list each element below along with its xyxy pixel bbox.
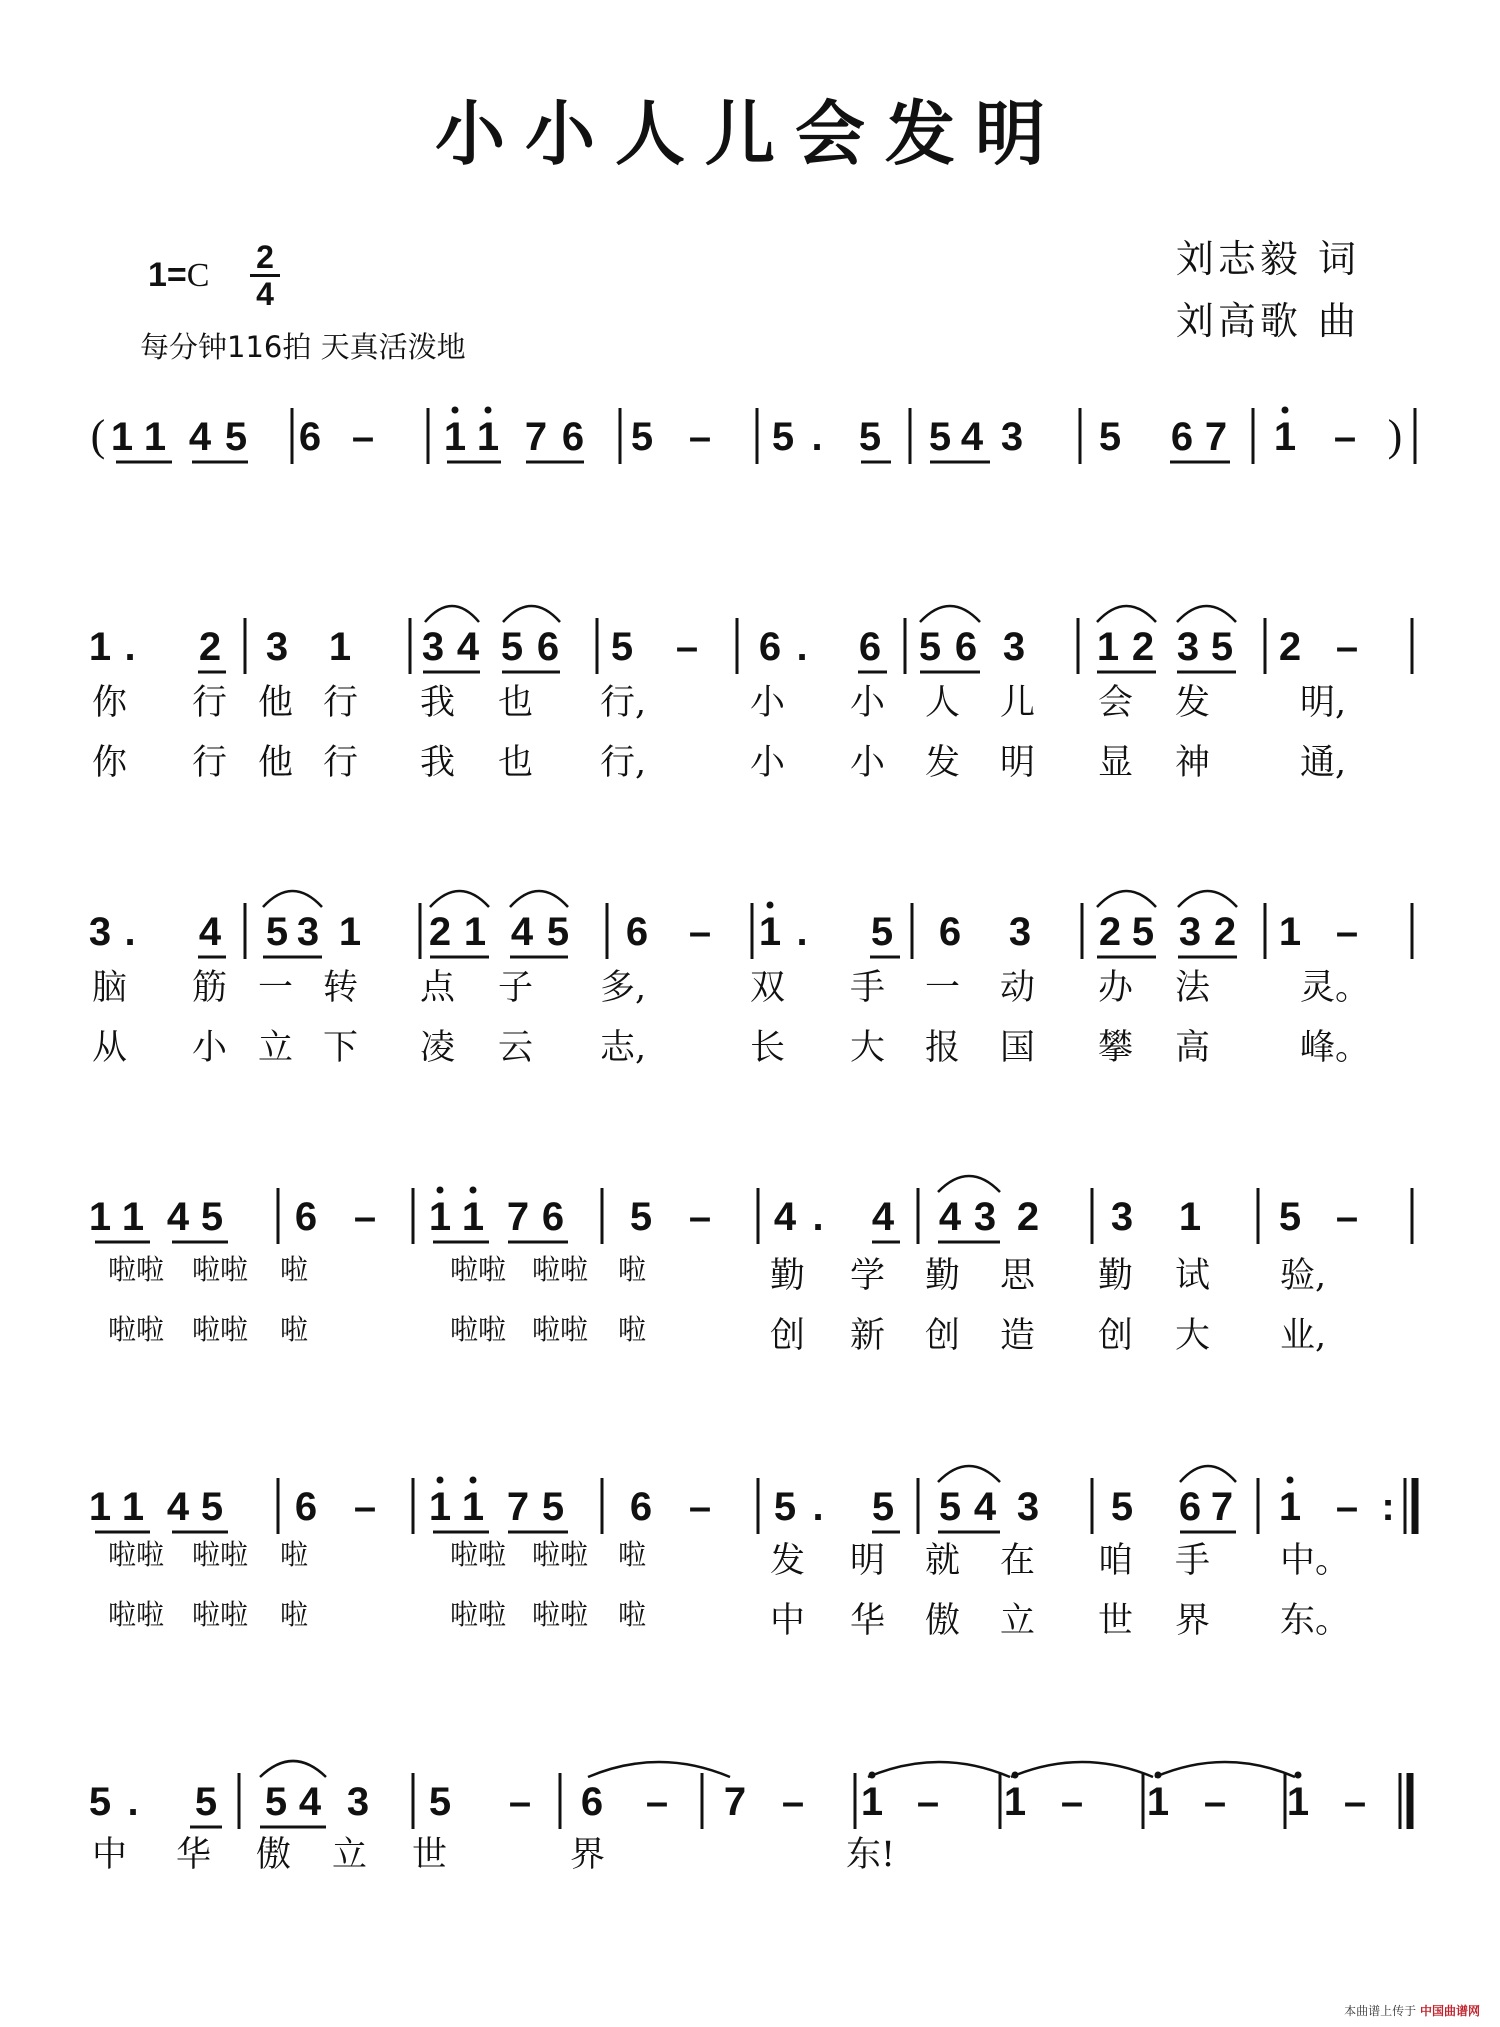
- note: 3: [1176, 625, 1200, 669]
- lyric-syllable: 法: [1175, 968, 1211, 1008]
- lyric-syllable: 大: [1175, 1316, 1211, 1356]
- lyric-syllable: 国: [1000, 1028, 1036, 1068]
- note: 6: [541, 1195, 565, 1239]
- note: 4: [871, 1195, 895, 1239]
- note: 5: [938, 1485, 962, 1529]
- note: 5: [224, 415, 248, 459]
- note: 5: [1278, 1195, 1302, 1239]
- lyric-syllable: 灵。: [1300, 968, 1371, 1008]
- slur-arc: [920, 606, 980, 622]
- note: 1: [110, 415, 134, 459]
- lyric-syllable: 啦啦: [108, 1253, 165, 1286]
- lyric-syllable: 报: [925, 1028, 961, 1068]
- lyric-syllable: 啦啦: [532, 1253, 589, 1286]
- note: 4: [773, 1195, 797, 1239]
- note: 4: [188, 415, 212, 459]
- high-octave-dot: [470, 1187, 477, 1194]
- lyric-syllable: 明: [1000, 743, 1036, 783]
- lyric-syllable: 啦啦: [450, 1313, 507, 1346]
- repeat-dots: :: [1381, 1485, 1395, 1529]
- high-octave-dot: [470, 1477, 477, 1484]
- note: 1: [1278, 1485, 1302, 1529]
- lyric-syllable: 界: [1175, 1601, 1211, 1641]
- note: 3: [973, 1195, 997, 1239]
- lyric-syllable: 新: [850, 1316, 886, 1356]
- lyric-syllable: 行: [192, 683, 228, 723]
- note: 4: [938, 1195, 962, 1239]
- lyric-syllable: 啦: [618, 1598, 647, 1631]
- dash-mark: –: [1333, 415, 1357, 459]
- slur-arc: [263, 891, 322, 907]
- lyric-syllable: 小: [850, 743, 886, 783]
- lyric-syllable: 行,: [600, 743, 647, 783]
- lyric-syllable: 人: [925, 683, 961, 723]
- note: 6: [580, 1780, 604, 1824]
- lyric-syllable: 啦: [280, 1538, 309, 1571]
- lyric-syllable: 下: [323, 1028, 359, 1068]
- lyric-syllable: 世: [1098, 1601, 1134, 1641]
- dot-mark: .: [811, 415, 823, 459]
- dash-mark: –: [1335, 1195, 1359, 1239]
- note: 2: [1016, 1195, 1040, 1239]
- lyric-syllable: 他: [258, 743, 294, 783]
- slur-arc: [1178, 891, 1237, 907]
- lyric-syllable: 啦啦: [450, 1253, 507, 1286]
- lyric-syllable: 啦啦: [450, 1538, 507, 1571]
- note: 5: [1110, 1485, 1134, 1529]
- note: 4: [166, 1195, 190, 1239]
- lyric-syllable: 啦啦: [532, 1538, 589, 1571]
- staff-svg-line5: [0, 1755, 1500, 1875]
- lyric-syllable: 造: [1000, 1316, 1036, 1356]
- staff-line-5: [0, 1755, 1500, 1875]
- note: 7: [1204, 415, 1228, 459]
- tie-arc: [868, 1762, 1010, 1777]
- lyric-syllable: 啦: [618, 1253, 647, 1286]
- note: 1: [428, 1195, 452, 1239]
- note: 1: [328, 625, 352, 669]
- dot-mark: .: [796, 625, 808, 669]
- slur-arc: [1097, 606, 1156, 622]
- lyric-syllable: 创: [925, 1316, 961, 1356]
- dash-mark: –: [675, 625, 699, 669]
- high-octave-dot: [767, 902, 774, 909]
- note: 4: [960, 415, 984, 459]
- slur-arc: [1177, 606, 1236, 622]
- note: 4: [510, 910, 534, 954]
- lyric-syllable: 咱: [1098, 1541, 1134, 1581]
- dash-mark: –: [353, 1485, 377, 1529]
- lyric-syllable: 我: [420, 743, 456, 783]
- note: 6: [938, 910, 962, 954]
- lyric-syllable: 啦: [280, 1598, 309, 1631]
- note: 2: [1213, 910, 1237, 954]
- lyric-syllable: 啦啦: [532, 1598, 589, 1631]
- note: 3: [1178, 910, 1202, 954]
- slur-arc: [425, 606, 479, 622]
- lyric-syllable: 立: [258, 1028, 294, 1068]
- note: 6: [954, 625, 978, 669]
- note: 1: [860, 1780, 884, 1824]
- note: 5: [1098, 415, 1122, 459]
- note: 5: [428, 1780, 452, 1824]
- note: (: [90, 411, 106, 460]
- note: 1: [463, 910, 487, 954]
- dash-mark: –: [688, 1485, 712, 1529]
- lyric-syllable: 立: [332, 1835, 368, 1875]
- lyric-syllable: 业,: [1280, 1316, 1327, 1356]
- time-signature-bottom: 4: [256, 276, 274, 312]
- lyric-syllable: 试: [1175, 1256, 1211, 1296]
- note: 5: [200, 1485, 224, 1529]
- lyric-syllable: 一: [925, 968, 961, 1008]
- dash-mark: –: [353, 1195, 377, 1239]
- lyric-syllable: 中。: [1280, 1541, 1351, 1581]
- lyric-syllable: 啦: [280, 1313, 309, 1346]
- lyric-syllable: 明: [850, 1541, 886, 1581]
- note: 3: [1110, 1195, 1134, 1239]
- note: 4: [298, 1780, 322, 1824]
- note: 3: [1008, 910, 1032, 954]
- note: 7: [723, 1780, 747, 1824]
- dash-mark: –: [1335, 910, 1359, 954]
- lyric-syllable: 点: [420, 968, 456, 1008]
- high-octave-dot: [1295, 1772, 1302, 1779]
- note: 5: [610, 625, 634, 669]
- note: 1: [461, 1485, 485, 1529]
- lyric-syllable: 发: [770, 1541, 806, 1581]
- lyric-syllable: 会: [1098, 683, 1134, 723]
- footer-text: 本曲谱上传于: [1344, 2004, 1417, 2018]
- high-octave-dot: [437, 1477, 444, 1484]
- note: 7: [1210, 1485, 1234, 1529]
- dot-mark: .: [812, 1195, 824, 1239]
- lyric-syllable: 啦啦: [192, 1313, 249, 1346]
- note: 5: [630, 415, 654, 459]
- lyric-syllable: 大: [850, 1028, 886, 1068]
- lyric-syllable: 界: [570, 1835, 606, 1875]
- lyric-syllable: 啦啦: [108, 1598, 165, 1631]
- note: 1: [758, 910, 782, 954]
- lyric-syllable: 我: [420, 683, 456, 723]
- note: 3: [88, 910, 112, 954]
- lyric-syllable: 创: [1098, 1316, 1134, 1356]
- lyric-syllable: 东!: [846, 1835, 896, 1875]
- lyric-syllable: 显: [1098, 743, 1134, 783]
- lyric-syllable: 你: [92, 683, 128, 723]
- slur-arc: [938, 1466, 1000, 1482]
- note: 6: [294, 1485, 318, 1529]
- note: 3: [1000, 415, 1024, 459]
- note: 2: [1278, 625, 1302, 669]
- note: 1: [143, 415, 167, 459]
- note: 6: [1170, 415, 1194, 459]
- lyric-syllable: 手: [850, 968, 886, 1008]
- tie-arc: [588, 1762, 730, 1777]
- dash-mark: –: [688, 1195, 712, 1239]
- time-signature: [250, 240, 280, 311]
- lyric-syllable: 啦啦: [192, 1538, 249, 1571]
- note: 4: [973, 1485, 997, 1529]
- slur-arc: [1097, 891, 1156, 907]
- lyric-syllable: 立: [1000, 1601, 1036, 1641]
- lyric-syllable: 志,: [600, 1028, 647, 1068]
- lyric-syllable: 小: [750, 683, 786, 723]
- note: 5: [870, 910, 894, 954]
- note: 4: [198, 910, 222, 954]
- lyric-syllable: 学: [850, 1256, 886, 1296]
- lyric-syllable: 峰。: [1300, 1028, 1371, 1068]
- note: 5: [265, 910, 289, 954]
- lyric-syllable: 从: [92, 1028, 128, 1068]
- note: 7: [506, 1485, 530, 1529]
- lyric-syllable: 行: [192, 743, 228, 783]
- dash-mark: –: [508, 1780, 532, 1824]
- time-signature-top: 2: [256, 239, 274, 275]
- note: 6: [561, 415, 585, 459]
- lyric-syllable: 在: [1000, 1541, 1036, 1581]
- lyric-syllable: 傲: [256, 1835, 292, 1875]
- lyric-syllable: 勤: [925, 1256, 961, 1296]
- lyric-syllable: 云: [498, 1028, 534, 1068]
- note: 5: [500, 625, 524, 669]
- dot-mark: .: [127, 1780, 139, 1824]
- dot-mark: .: [124, 910, 136, 954]
- note: 1: [1273, 415, 1297, 459]
- note: 4: [456, 625, 480, 669]
- note: 5: [1210, 625, 1234, 669]
- key-name: C: [186, 257, 210, 294]
- note: ): [1387, 411, 1403, 460]
- tie-arc: [1011, 1762, 1153, 1777]
- lyric-syllable: 啦啦: [108, 1313, 165, 1346]
- lyric-syllable: 儿: [1000, 683, 1036, 723]
- dot-mark: .: [124, 625, 136, 669]
- note: 1: [1286, 1780, 1310, 1824]
- note: 2: [1098, 910, 1122, 954]
- lyric-syllable: 行: [323, 743, 359, 783]
- note: 3: [1016, 1485, 1040, 1529]
- high-octave-dot: [437, 1187, 444, 1194]
- dash-mark: –: [1335, 625, 1359, 669]
- dash-mark: –: [1203, 1780, 1227, 1824]
- high-octave-dot: [1282, 407, 1289, 414]
- slur-arc: [430, 891, 489, 907]
- note: 5: [541, 1485, 565, 1529]
- lyric-syllable: 高: [1175, 1028, 1211, 1068]
- lyric-syllable: 啦啦: [192, 1598, 249, 1631]
- note: 6: [1178, 1485, 1202, 1529]
- note: 5: [200, 1195, 224, 1239]
- lyric-syllable: 小: [192, 1028, 228, 1068]
- note: 6: [298, 415, 322, 459]
- dash-mark: –: [688, 415, 712, 459]
- key-equals: =: [166, 256, 187, 294]
- dash-mark: –: [916, 1780, 940, 1824]
- lyric-syllable: 行,: [600, 683, 647, 723]
- dash-mark: –: [688, 910, 712, 954]
- lyric-syllable: 啦: [280, 1253, 309, 1286]
- lyric-syllable: 攀: [1098, 1028, 1134, 1068]
- note: 1: [461, 1195, 485, 1239]
- note: 1: [1096, 625, 1120, 669]
- note: 5: [264, 1780, 288, 1824]
- dot-mark: .: [796, 910, 808, 954]
- tie-arc: [1155, 1762, 1295, 1777]
- lyric-syllable: 多,: [600, 968, 647, 1008]
- note: 7: [506, 1195, 530, 1239]
- lyric-syllable: 办: [1098, 968, 1134, 1008]
- note: 1: [428, 1485, 452, 1529]
- lyric-syllable: 小: [850, 683, 886, 723]
- lyric-syllable: 神: [1175, 743, 1211, 783]
- key-one: 1: [148, 256, 167, 294]
- high-octave-dot: [452, 407, 459, 414]
- dash-mark: –: [1335, 1485, 1359, 1529]
- dash-mark: –: [645, 1780, 669, 1824]
- note: 1: [1003, 1780, 1027, 1824]
- footer-credit: [1344, 2002, 1480, 2019]
- high-octave-dot: [1287, 1477, 1294, 1484]
- lyric-syllable: 长: [750, 1028, 786, 1068]
- note: 6: [858, 625, 882, 669]
- lyric-syllable: 子: [498, 968, 534, 1008]
- lyric-syllable: 通,: [1300, 743, 1347, 783]
- tempo-marking: 每分钟116拍 天真活泼地: [140, 330, 466, 364]
- note: 5: [546, 910, 570, 954]
- lyric-syllable: 啦: [618, 1313, 647, 1346]
- note: 1: [121, 1485, 145, 1529]
- note: 5: [194, 1780, 218, 1824]
- lyricist-credit: 刘志毅 词: [1175, 237, 1360, 281]
- lyric-syllable: 你: [92, 743, 128, 783]
- lyric-syllable: 中: [92, 1835, 128, 1875]
- note: 5: [928, 415, 952, 459]
- composer-credit: 刘高歌 曲: [1175, 299, 1360, 343]
- note: 7: [524, 415, 548, 459]
- dash-mark: –: [1343, 1780, 1367, 1824]
- lyric-syllable: 行: [323, 683, 359, 723]
- dot-mark: .: [812, 1485, 824, 1529]
- lyric-syllable: 动: [1000, 968, 1036, 1008]
- note: 3: [421, 625, 445, 669]
- note: 6: [294, 1195, 318, 1239]
- note: 1: [88, 1485, 112, 1529]
- slur-arc: [1180, 1466, 1236, 1482]
- lyric-syllable: 验,: [1280, 1256, 1327, 1296]
- note: 1: [88, 625, 112, 669]
- slur-arc: [938, 1176, 1000, 1192]
- note: 6: [536, 625, 560, 669]
- note: 2: [428, 910, 452, 954]
- lyric-syllable: 筋: [192, 968, 228, 1008]
- note: 6: [629, 1485, 653, 1529]
- slur-arc: [510, 891, 568, 907]
- note: 5: [88, 1780, 112, 1824]
- lyric-syllable: 世: [412, 1835, 448, 1875]
- lyric-syllable: 明,: [1300, 683, 1347, 723]
- staff-svg-intro: [0, 390, 1500, 510]
- high-octave-dot: [485, 407, 492, 414]
- lyric-syllable: 傲: [925, 1601, 961, 1641]
- staff-intro: [0, 390, 1500, 510]
- lyric-syllable: 啦啦: [108, 1538, 165, 1571]
- note: 3: [346, 1780, 370, 1824]
- lyric-syllable: 发: [1175, 683, 1211, 723]
- lyric-syllable: 中: [770, 1601, 806, 1641]
- note: 1: [1146, 1780, 1170, 1824]
- note: 6: [625, 910, 649, 954]
- dash-mark: –: [781, 1780, 805, 1824]
- slur-arc: [260, 1761, 326, 1777]
- lyric-syllable: 转: [323, 968, 359, 1008]
- lyric-syllable: 勤: [1098, 1256, 1134, 1296]
- note: 5: [918, 625, 942, 669]
- lyric-syllable: 创: [770, 1316, 806, 1356]
- note: 4: [166, 1485, 190, 1529]
- lyric-syllable: 啦啦: [532, 1313, 589, 1346]
- note: 5: [773, 1485, 797, 1529]
- note: 3: [296, 910, 320, 954]
- note: 1: [1278, 910, 1302, 954]
- note: 1: [88, 1195, 112, 1239]
- lyric-syllable: 脑: [92, 968, 128, 1008]
- footer-logo: 中国曲谱网: [1419, 2004, 1480, 2018]
- note: 5: [629, 1195, 653, 1239]
- lyric-syllable: 他: [258, 683, 294, 723]
- lyric-syllable: 发: [925, 743, 961, 783]
- song-title: 小小人儿会发明: [435, 92, 1065, 175]
- lyric-syllable: 啦啦: [450, 1598, 507, 1631]
- lyric-syllable: 勤: [770, 1256, 806, 1296]
- lyric-syllable: 啦啦: [192, 1253, 249, 1286]
- lyric-syllable: 凌: [420, 1028, 456, 1068]
- dash-mark: –: [351, 415, 375, 459]
- lyric-syllable: 华: [850, 1601, 886, 1641]
- lyric-syllable: 东。: [1280, 1601, 1351, 1641]
- note: 2: [198, 625, 222, 669]
- lyric-syllable: 也: [498, 743, 534, 783]
- lyric-syllable: 也: [498, 683, 534, 723]
- note: 6: [758, 625, 782, 669]
- note: 5: [771, 415, 795, 459]
- note: 5: [871, 1485, 895, 1529]
- lyric-syllable: 小: [750, 743, 786, 783]
- note: 1: [476, 415, 500, 459]
- lyric-syllable: 一: [258, 968, 294, 1008]
- lyric-syllable: 手: [1175, 1541, 1211, 1581]
- note: 5: [1131, 910, 1155, 954]
- lyric-syllable: 华: [176, 1835, 212, 1875]
- note: 2: [1131, 625, 1155, 669]
- note: 3: [1002, 625, 1026, 669]
- lyric-syllable: 啦: [618, 1538, 647, 1571]
- slur-arc: [503, 606, 560, 622]
- lyric-syllable: 双: [750, 968, 786, 1008]
- note: 3: [265, 625, 289, 669]
- note: 1: [121, 1195, 145, 1239]
- lyric-syllable: 思: [1000, 1256, 1036, 1296]
- dash-mark: –: [1060, 1780, 1084, 1824]
- note: 5: [858, 415, 882, 459]
- note: 1: [1178, 1195, 1202, 1239]
- key-signature: [148, 256, 209, 295]
- note: 1: [443, 415, 467, 459]
- lyric-syllable: 就: [925, 1541, 961, 1581]
- note: 1: [338, 910, 362, 954]
